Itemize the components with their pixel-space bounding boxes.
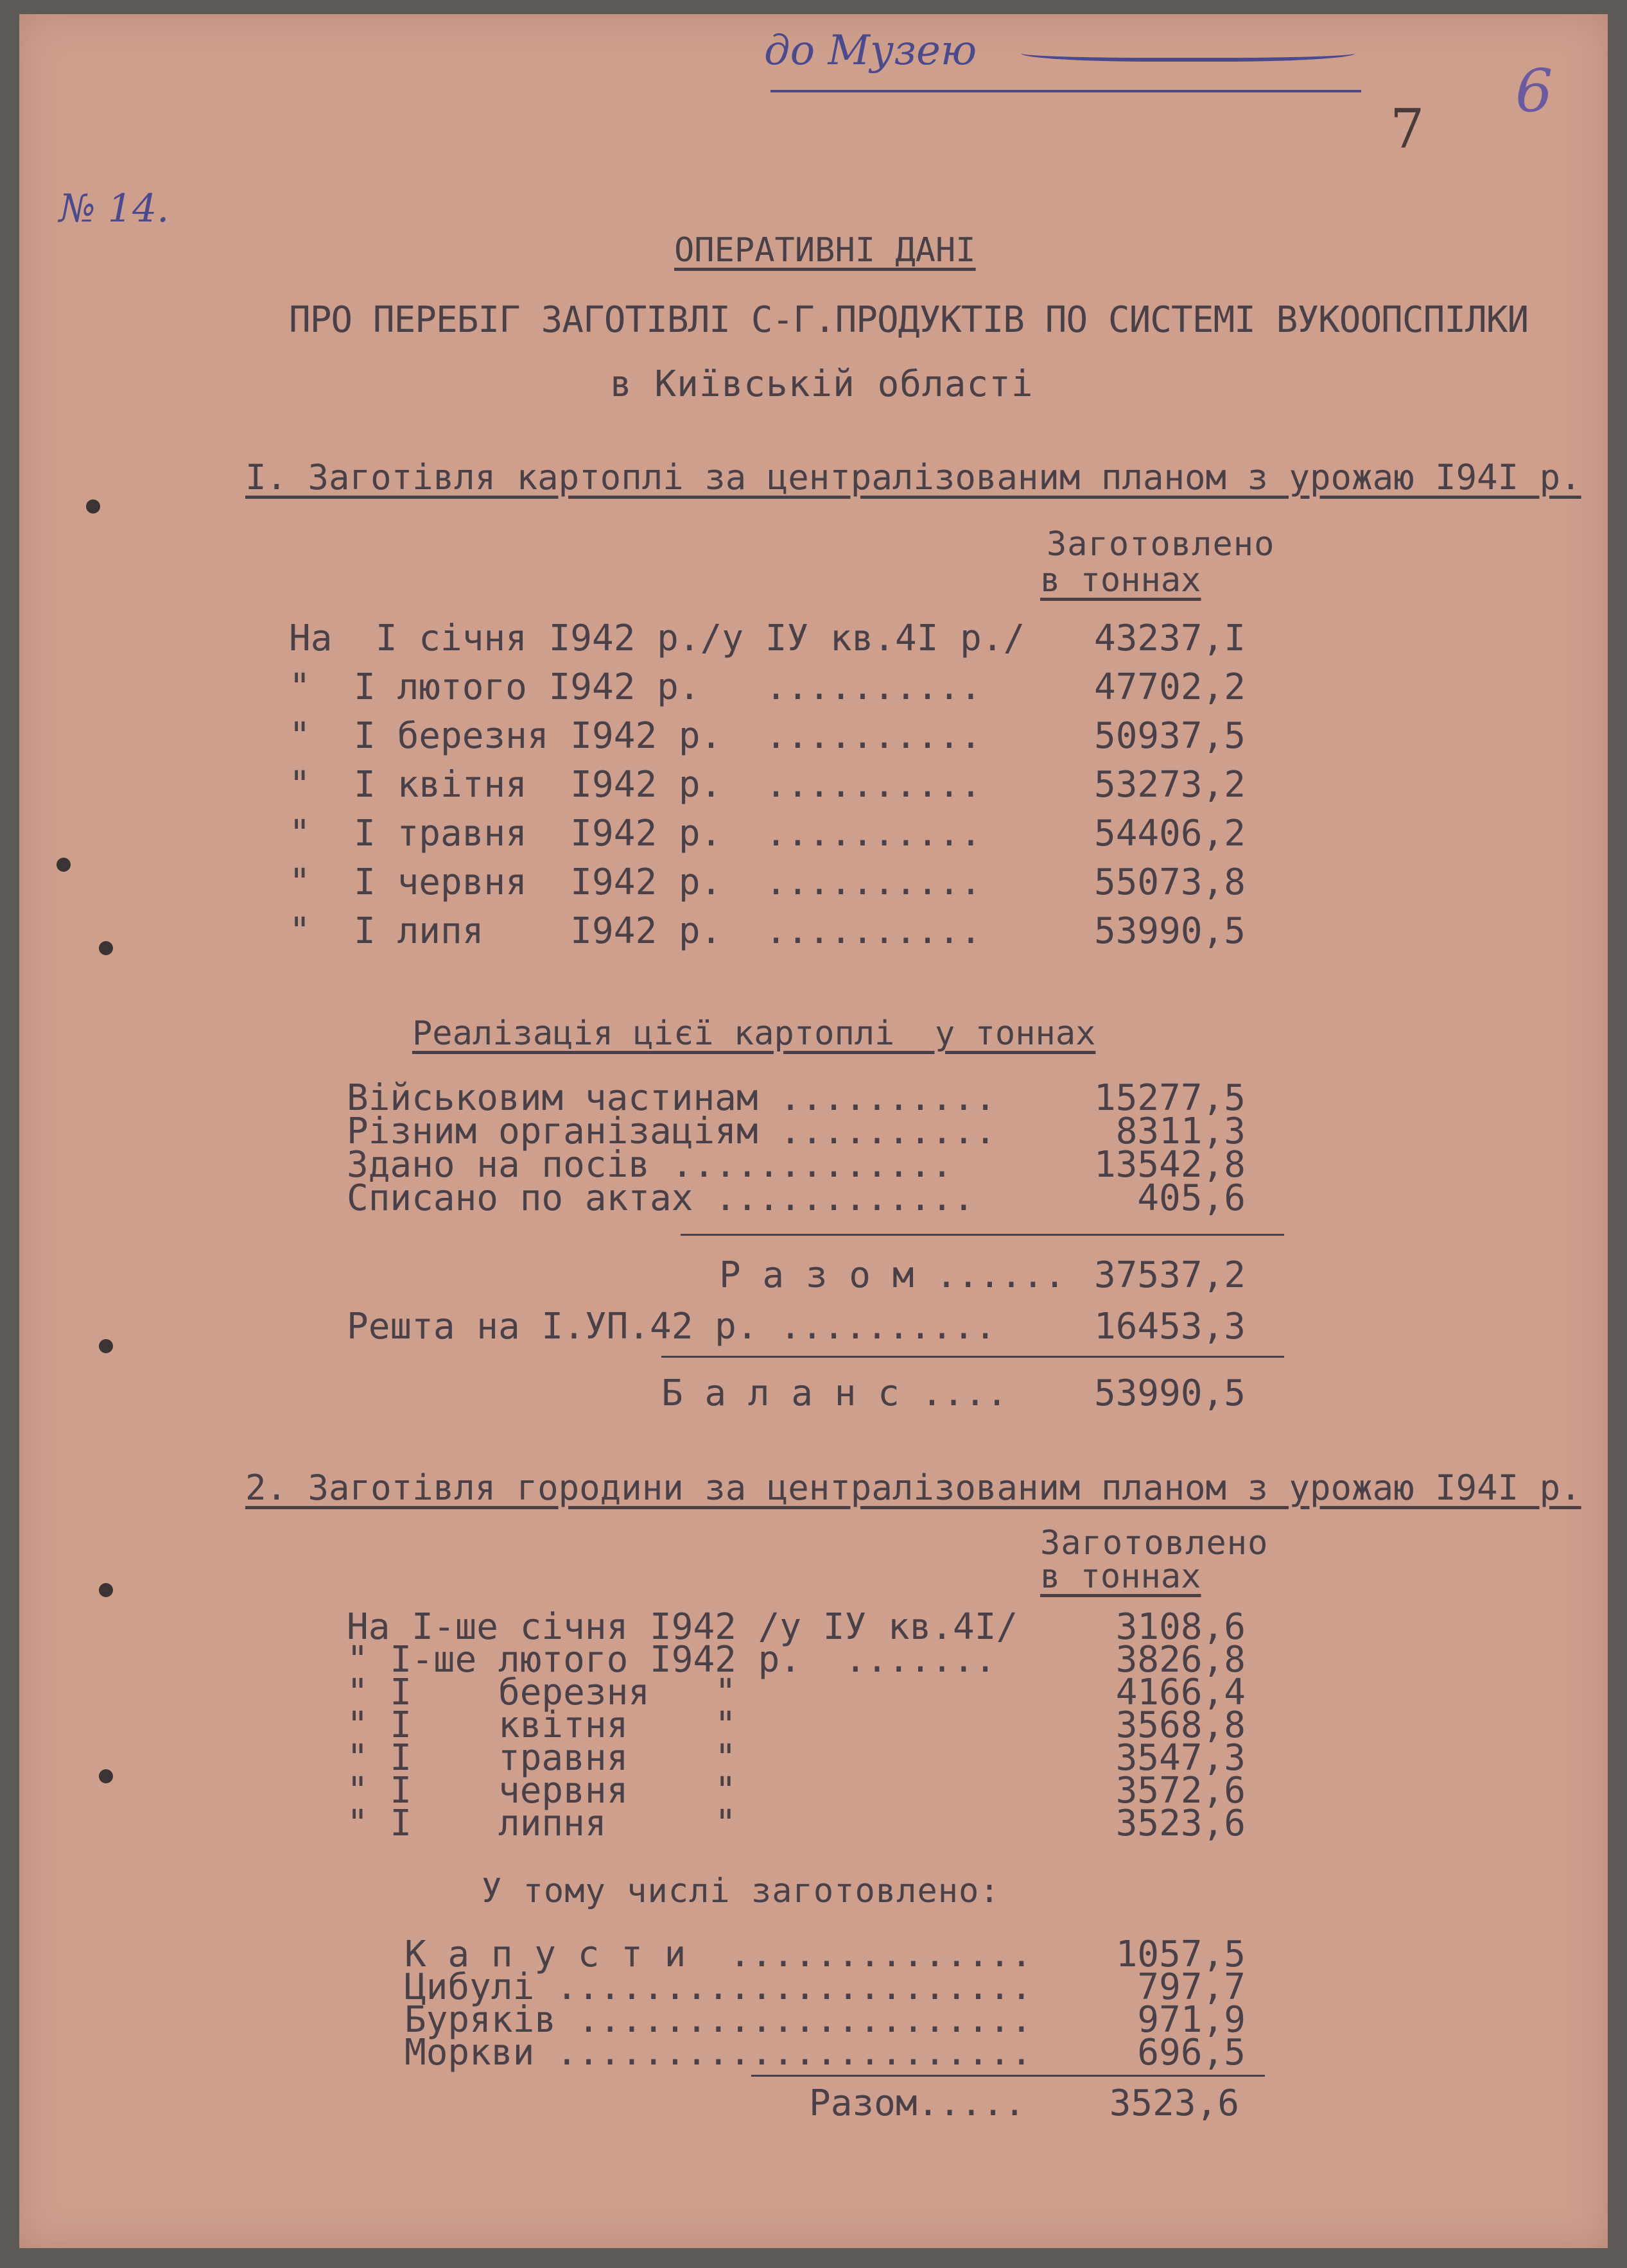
section1-date-label: " І червня І942 р. .......... xyxy=(289,861,982,903)
section1-balance-row xyxy=(661,1372,1246,1419)
doc-region: в Київській області xyxy=(610,363,1034,405)
section2-heading: 2. Заготівля городини за централізованим планом з урожаю І94І р. xyxy=(245,1467,1581,1508)
section2-item-label: Буряків ..................... xyxy=(405,1999,1032,2041)
section2-item-value: 971,9 xyxy=(1137,1999,1246,2041)
section1-realization-label: Різним організаціям .......... xyxy=(347,1111,996,1152)
binder-hole xyxy=(57,858,71,872)
section2-date-value: 3523,6 xyxy=(1115,1803,1246,1844)
handwritten-museum-note: до Музею xyxy=(764,27,977,74)
section1-date-value: 53273,2 xyxy=(1093,764,1246,806)
section2-date-label: " І травня " xyxy=(347,1737,736,1779)
section1-total-row xyxy=(719,1254,1246,1301)
section2-date-value: 4166,4 xyxy=(1115,1672,1246,1713)
section1-date-row xyxy=(289,813,1246,859)
section2-item-row xyxy=(405,2032,1246,2078)
section1-date-row xyxy=(289,666,1246,713)
section1-realization-label: Військовим частинам .......... xyxy=(347,1077,996,1119)
section1-total-rule xyxy=(681,1234,1284,1236)
section1-col-header-2: в тоннах xyxy=(1040,561,1201,600)
section2-item-label: К а п у с т и .............. xyxy=(405,1934,1032,1975)
section1-realization-label: Здано на посів ............. xyxy=(347,1144,953,1186)
section2-date-value: 3572,6 xyxy=(1115,1770,1246,1812)
section2-item-label: Цибулі ...................... xyxy=(405,1966,1032,2008)
handwritten-underline xyxy=(770,90,1361,92)
section2-item-value: 696,5 xyxy=(1137,2032,1246,2073)
handwritten-document-number: № 14. xyxy=(59,186,170,231)
section1-date-value: 54406,2 xyxy=(1093,813,1246,854)
total-label: Разом..... xyxy=(809,2082,1026,2124)
binder-hole xyxy=(99,941,113,955)
section1-date-label: " І липя І942 р. .......... xyxy=(289,910,982,952)
binder-hole xyxy=(99,1339,113,1353)
remainder-value: 16453,3 xyxy=(1093,1306,1246,1347)
handwritten-scribble xyxy=(1021,41,1355,62)
section1-date-label: " І лютого І942 р. .......... xyxy=(289,666,982,708)
section1-date-row xyxy=(289,764,1246,810)
section1-date-value: 43237,І xyxy=(1093,618,1246,659)
section2-total-row xyxy=(809,2082,1239,2129)
section1-date-value: 47702,2 xyxy=(1093,666,1246,708)
section2-col-header-2: в тоннах xyxy=(1040,1557,1201,1596)
section1-date-row xyxy=(289,861,1246,908)
section2-date-label: " І березня " xyxy=(347,1672,736,1713)
section1-realization-label: Списано по актах ............ xyxy=(347,1177,975,1219)
section2-col-header-1: Заготовлено xyxy=(1040,1524,1269,1562)
total-label: Р а з о м ...... xyxy=(719,1254,1066,1296)
section1-date-value: 50937,5 xyxy=(1093,715,1246,757)
section2-date-label: " І квітня " xyxy=(347,1704,736,1746)
section2-date-value: 3826,8 xyxy=(1115,1639,1246,1681)
section1-date-value: 53990,5 xyxy=(1093,910,1246,952)
section1-realization-value: 15277,5 xyxy=(1093,1077,1246,1119)
section2-item-label: Моркви ...................... xyxy=(405,2032,1032,2073)
doc-subtitle: ПРО ПЕРЕБІГ ЗАГОТІВЛІ С-Г.ПРОДУКТІВ ПО СИСТЕМІ ВУКООПСПІЛКИ xyxy=(289,299,1529,341)
handwritten-page-number-red: 7 xyxy=(1390,98,1425,160)
section1-date-label: " І травня І942 р. .......... xyxy=(289,813,982,854)
section2-item-value: 797,7 xyxy=(1137,1966,1246,2008)
document-page xyxy=(19,14,1608,2248)
balance-value: 53990,5 xyxy=(1093,1372,1246,1414)
section1-realization-value: 405,6 xyxy=(1137,1177,1246,1219)
section1-realization-row xyxy=(347,1177,1246,1224)
section1-balance-rule xyxy=(661,1356,1284,1358)
section1-realization-heading: Реалізація цієї картоплі у тоннах xyxy=(412,1014,1096,1053)
total-value: 3523,6 xyxy=(1109,2082,1239,2124)
section1-heading: І. Заготівля картоплі за централізованим планом з урожаю І94І р. xyxy=(245,457,1581,498)
section2-date-label: На І-ше січня І942 /у ІУ кв.4І/ xyxy=(347,1606,1018,1648)
section1-remainder-row xyxy=(347,1306,1246,1352)
section1-date-label: На І січня І942 р./у ІУ кв.4І р./ xyxy=(289,618,1025,659)
section1-realization-value: 13542,8 xyxy=(1093,1144,1246,1186)
balance-label: Б а л а н с .... xyxy=(661,1372,1008,1414)
section1-col-header-1: Заготовлено xyxy=(1047,525,1275,564)
section1-date-row xyxy=(289,715,1246,761)
section2-total-rule xyxy=(751,2075,1265,2077)
section2-item-value: 1057,5 xyxy=(1115,1934,1246,1975)
section1-date-label: " І березня І942 р. .......... xyxy=(289,715,982,757)
handwritten-page-number: 6 xyxy=(1515,56,1553,125)
remainder-label: Решта на І.УП.42 р. .......... xyxy=(347,1306,996,1347)
section1-date-label: " І квітня І942 р. .......... xyxy=(289,764,982,806)
section2-incl-heading: У тому числі заготовлено: xyxy=(482,1872,1000,1910)
binder-hole xyxy=(86,499,100,514)
section2-date-label: " І-ше лютого І942 р. ....... xyxy=(347,1639,996,1681)
section2-date-value: 3108,6 xyxy=(1115,1606,1246,1648)
section2-date-value: 3568,8 xyxy=(1115,1704,1246,1746)
section1-date-row xyxy=(289,618,1246,664)
section2-date-label: " І липня " xyxy=(347,1803,736,1844)
binder-hole xyxy=(99,1769,113,1783)
section2-date-value: 3547,3 xyxy=(1115,1737,1246,1779)
binder-hole xyxy=(99,1583,113,1597)
doc-title: ОПЕРАТИВНІ ДАНІ xyxy=(674,231,976,270)
section2-date-row xyxy=(347,1803,1246,1849)
section1-date-value: 55073,8 xyxy=(1093,861,1246,903)
section1-date-row xyxy=(289,910,1246,957)
total-value: 37537,2 xyxy=(1093,1254,1246,1296)
section2-date-label: " І червня " xyxy=(347,1770,736,1812)
section1-realization-value: 8311,3 xyxy=(1115,1111,1246,1152)
